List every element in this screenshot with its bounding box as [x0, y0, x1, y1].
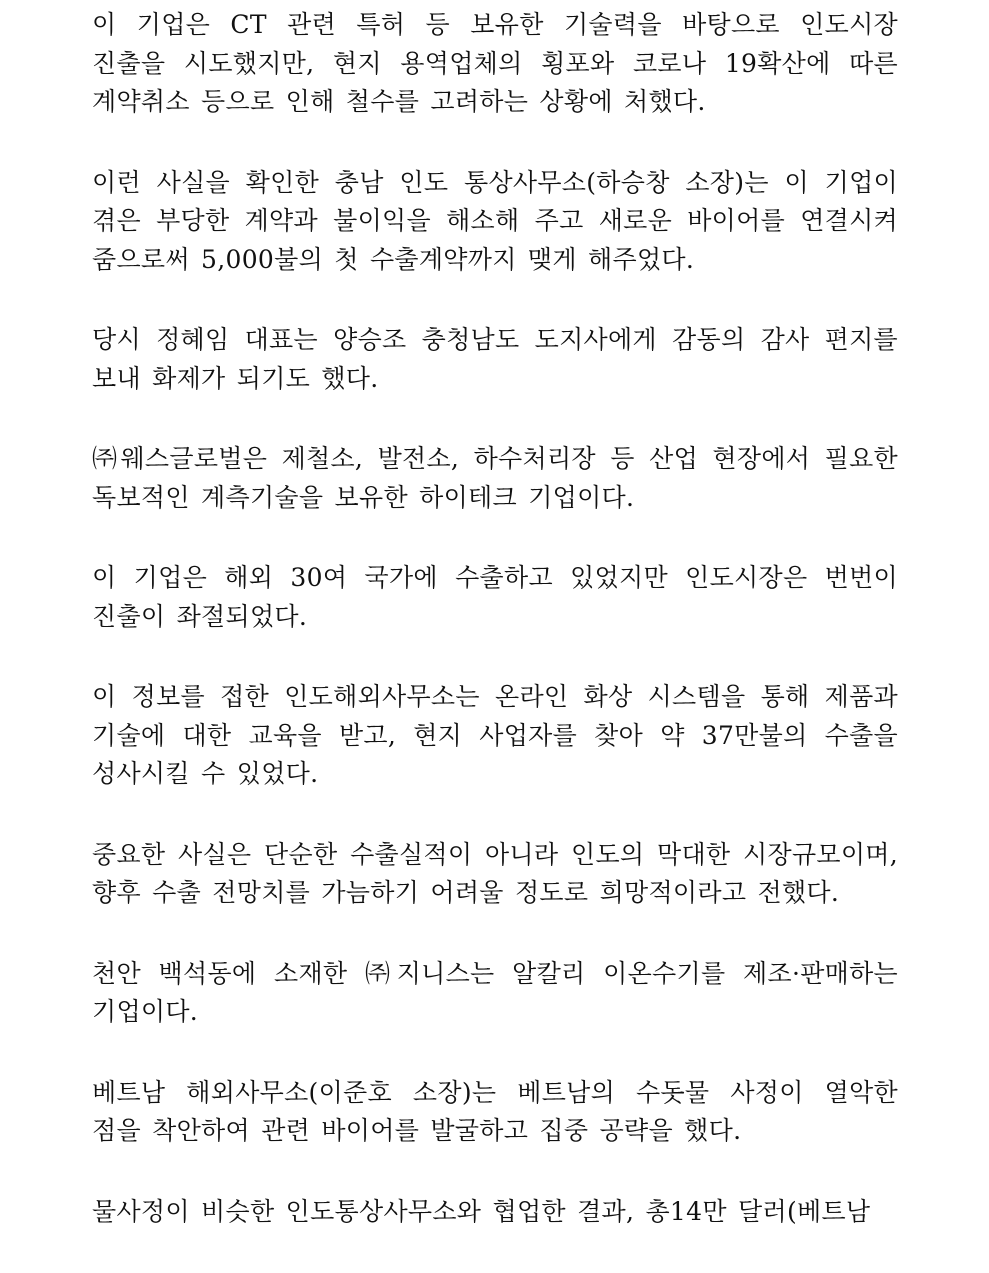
- paragraph-wes-global-export: 이 기업은 해외 30여 국가에 수출하고 있었지만 인도시장은 번번이 진출이 좌절되었다.: [92, 563, 898, 631]
- document-page: [92, 6, 898, 1273]
- paragraph-market-outlook: 중요한 사실은 단순한 수출실적이 아니라 인도의 막대한 시장규모이며, 향후 수출 전망치를 가늠하기 어려울 정도로 희망적이라고 전했다.: [92, 839, 898, 907]
- paragraph-vietnam-office: 베트남 해외사무소(이준호 소장)는 베트남의 수돗물 사정이 열악한 점을 착안하여 관련 바이어를 발굴하고 집중 공략을 했다.: [92, 1077, 898, 1145]
- paragraph-india-office-online-training: 이 정보를 접한 인도해외사무소는 온라인 화상 시스템을 통해 제품과 기술에 대한 교육을 받고, 현지 사업자를 찾아 약 37만불의 수출을 성사시킬 수 있었다.: [92, 682, 898, 788]
- paragraph-wes-global-intro: ㈜웨스글로벌은 제철소, 발전소, 하수처리장 등 산업 현장에서 필요한 독보적인 계측기술을 보유한 하이테크 기업이다.: [92, 444, 898, 512]
- paragraph-ct-company-india-entry: 이 기업은 CT 관련 특허 등 보유한 기술력을 바탕으로 인도시장 진출을 시도했지만, 현지 용역업체의 횡포와 코로나 19확산에 따른 계약취소 등으로 인해 철수를 고려하는 상황에 처했다.: [92, 10, 898, 116]
- paragraph-ceo-thank-you-letter: 당시 정혜임 대표는 양승조 충청남도 도지사에게 감동의 감사 편지를 보내 화제가 되기도 했다.: [92, 325, 898, 393]
- paragraph-collaboration-result: 물사정이 비슷한 인도통상사무소와 협업한 결과, 총14만 달러(베트남: [92, 1196, 871, 1226]
- paragraph-jinis-intro: 천안 백석동에 소재한 ㈜지니스는 알칼리 이온수기를 제조·판매하는 기업이다.: [92, 958, 898, 1026]
- paragraph-india-office-support: 이런 사실을 확인한 충남 인도 통상사무소(하승창 소장)는 이 기업이 겪은 부당한 계약과 불이익을 해소해 주고 새로운 바이어를 연결시켜 줌으로써 5,000불의 첫 수출계약까지 맺게 해주었다.: [92, 167, 898, 274]
